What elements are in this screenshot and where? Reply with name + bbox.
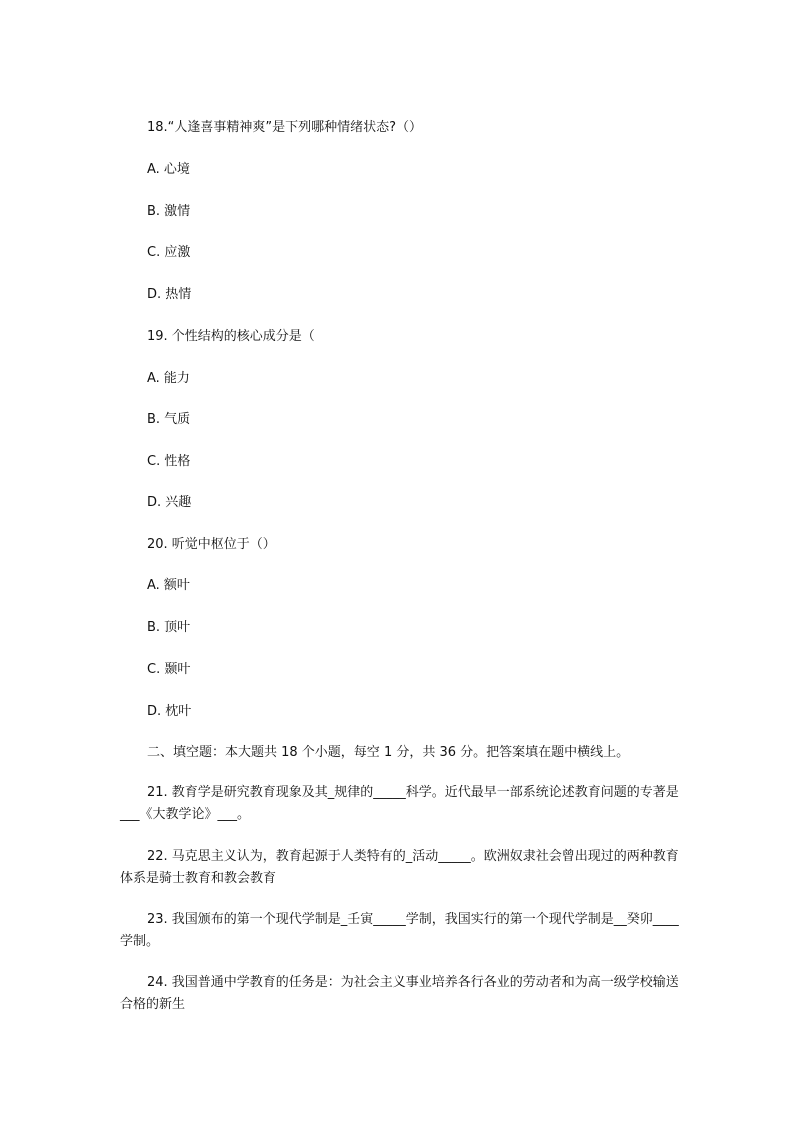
question-19-option-d: D. 兴趣 (147, 495, 192, 510)
question-20-option-d: D. 枕叶 (147, 704, 192, 719)
question-19-stem: 19. 个性结构的核心成分是（ (147, 329, 315, 344)
section-2-heading: 二、填空题：本大题共 18 个小题，每空 1 分，共 36 分。把答案填在题中横线上。 (147, 745, 630, 760)
question-20-option-a: A. 额叶 (147, 578, 190, 593)
question-20-option-b: B. 顶叶 (147, 620, 191, 635)
fill-blank-item-24: 24. 我国普通中学教育的任务是：为社会主义事业培养各行各业的劳动者和为高一级学校输送合格的新生 (120, 975, 679, 1012)
fill-blank-item-22: 22. 马克思主义认为，教育起源于人类特有的_活动_____。欧洲奴隶社会曾出现过的两种教育体系是骑士教育和教会教育 (120, 849, 679, 886)
question-18-option-c: C. 应激 (147, 245, 191, 260)
fill-blank-item-23: 23. 我国颁布的第一个现代学制是_壬寅_____学制，我国实行的第一个现代学制是__癸卯____学制。 (120, 912, 679, 949)
question-19-option-c: C. 性格 (147, 454, 191, 469)
fill-blank-item-21: 21. 教育学是研究教育现象及其_规律的_____科学。近代最早一部系统论述教育问题的专著是___《大教学论》___。 (120, 785, 679, 822)
question-18-option-d: D. 热情 (147, 287, 192, 302)
question-19-option-a: A. 能力 (147, 371, 190, 386)
question-18-option-b: B. 激情 (147, 204, 191, 219)
question-20-stem: 20. 听觉中枢位于（） (147, 537, 276, 552)
question-18-option-a: A. 心境 (147, 162, 190, 177)
question-19-option-b: B. 气质 (147, 412, 191, 427)
question-20-option-c: C. 颞叶 (147, 662, 191, 677)
question-18-stem: 18.“人逢喜事精神爽”是下列哪种情绪状态?（） (147, 120, 423, 135)
